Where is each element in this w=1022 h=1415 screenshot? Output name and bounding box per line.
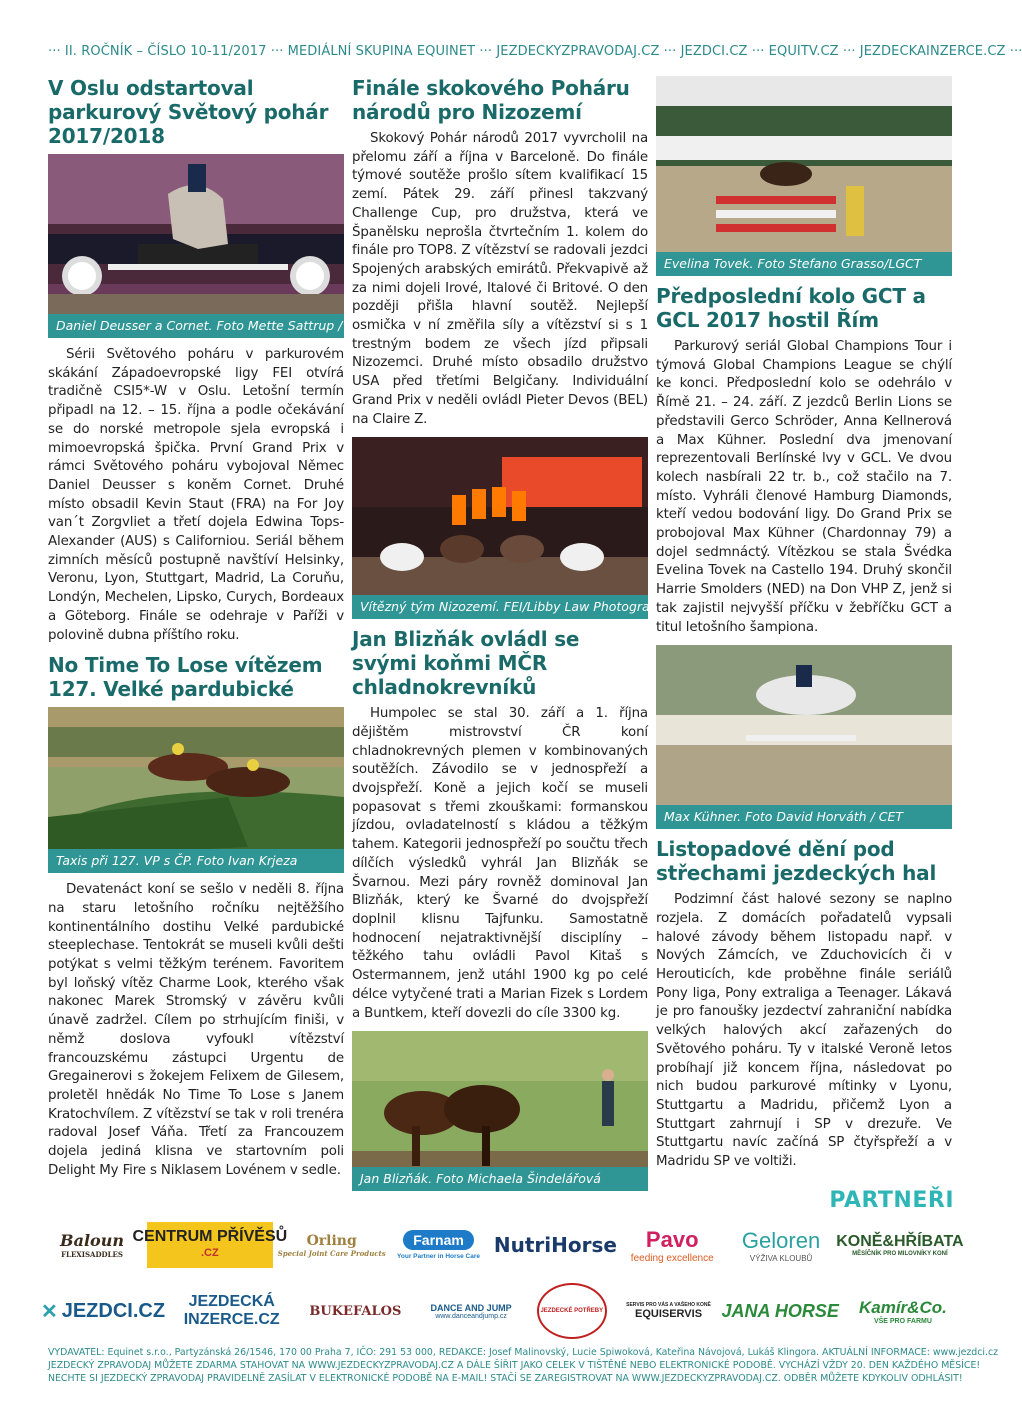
partner-logo[interactable]: JEZDECKÁ INZERCE.CZ (183, 1293, 280, 1328)
photo-indoor (656, 645, 952, 829)
photo-caption: Vítězný tým Nizozemí. FEI/Libby Law Photography (352, 595, 648, 619)
partner-logo[interactable]: KONĚ&HŘÍBATA MĚSÍČNÍK PRO MILOVNÍKY KONÍ (836, 1233, 964, 1257)
team-podium-photo (352, 437, 648, 619)
partners-title: PARTNEŘI (829, 1188, 954, 1213)
article-body-indoor: Podzimní část halové sezony se naplno rozjela. Z domácích pořadatelů vypsali halové závody během listopadu např. v Nových Zámcích, ve Zduchovicích či v Herouticích, kde proběhne finále seriálů Pony liga, Pony extraliga a Teenager. Lákavá je pro fanoušky jezdectví zahraniční nabídka velkých halových akcí zařazených do Světového poháru. Ty v italské Veroně letos probíhají již koncem října, následovat po nich budou parkurové mítinky v Lyonu, Stuttgartu a Madridu, přičemž Lyon a Stuttgart zahrnují i SP v drezuře. Ve Stuttgartu navíc začíná SP čtyřspřeží a v Madridu SP ve voltiži. (656, 892, 952, 1170)
photo-pardubice (48, 707, 344, 873)
partner-logo[interactable]: Farnam Your Partner in Horse Care (397, 1232, 481, 1260)
column-middle (352, 76, 673, 1199)
article-title-coldblood: Jan Blizňák ovládl se svými koňmi MČR chladnokrevníků (352, 627, 580, 700)
article-body-coldblood: Humpolec se stal 30. září a 1. října dějištěm mistrovství ČR koní chladnokrevných plemen v kombinovaných soutěžích. Závodilo se v jednospřeží a dvojspřeží. Koně a jejich kočí se museli popasovat s třemi zkouškami: formanskou jízdou, ovladatelností s kládou a těžkým tahem. Kategorii jednospřeží po součtu třech dílčích výsledků vyhrál Jan Blizňák se Švarnou. Mezi páry rovněž dominoval Jan Blizňák, který ke Švarné do dvojspřeží doplnil klisnu Tajfunku. Samostatně hodnocení nejatraktivnější disciplíny – těžkého tahu ovládli Pavol Kitaš s Ostermannem, jenž utáhl 1900 kg po celé délce vytyčené trati a Marian Fizek s Lordem a Buntkem, kteří dovezli do cíle 3300 kg. (352, 706, 648, 1021)
partner-logo[interactable]: NutriHorse (493, 1233, 617, 1257)
article-body-oslo: Sérii Světového poháru v parkurovém skákání Západoevropské ligy FEI otvírá tradičně CSI5*-W v Oslu. Letošní termín připadl na 12. – 15. října a podle očekávání se do norské metropole sjela evropská i mimoevropská špička. První Grand Prix v rámci Světového poháru vybojoval Němec Daniel Deusser s koněm Cornet. Druhé místo obsadil Kevin Staut (FRA) na For Joy van´t Zorgvliet a třetí dojela Edwina Tops-Alexander (AUS) s Californiou. Seriál během zimních měsíců postupně navštíví Helsinky, Veronu, Lyon, Stuttgart, Madrid, La Coruňu, Londýn, Mechelen, Lipsko, Curych, Bordeaux a Göteborg. Finále se odehraje v Paříži v polovině dubna příštího roku. (48, 347, 344, 643)
showjump-rider-photo (656, 645, 952, 829)
partners-row-2 (40, 1282, 958, 1340)
column-left (48, 76, 366, 1189)
footer-line-publisher: VYDAVATEL: Equinet s.r.o., Partyzánská 26/1546, 170 00 Praha 7, IČO: 291 53 000, REDAKCE: Josef Malinovský, Lucie Spiwoková, Kateřina Návojová, Lukáš Klingora. AKTUÁLNÍ INFORMACE: www.jezdci.cz (48, 1347, 999, 1358)
partner-logo[interactable]: ✕ JEZDCI.CZ (40, 1299, 166, 1323)
photo-gct (656, 76, 952, 276)
photo-oslo (48, 154, 366, 338)
rome-arena-photo (656, 76, 952, 276)
photo-caption: Jan Blizňák. Foto Michaela Šindelářová (352, 1167, 648, 1191)
partner-logo[interactable]: SERVIS PRO VÁS A VAŠEHO KONĚ EQUISERVIS (626, 1302, 711, 1320)
article-title-oslo: V Oslu odstartoval parkurový Světový pohár 2017/2018 (48, 76, 329, 148)
column-right (656, 76, 952, 1180)
photo-caption: Max Kühner. Foto David Horváth / CET (656, 805, 952, 829)
photo-nations (352, 437, 673, 619)
partner-logo[interactable]: JEZDECKÉ POTŘEBY (537, 1283, 607, 1339)
showjumping-photo (48, 154, 344, 338)
partner-logo[interactable]: BUKEFALOS (309, 1303, 402, 1319)
issue-header: ··· II. ROČNÍK – ČÍSLO 10-11/2017 ··· MEDIÁLNÍ SKUPINA EQUINET ··· JEZDECKYZPRAVODAJ.CZ ··· JEZDCI.CZ ··· EQUITV.CZ ··· JEZDECKAINZERCE.CZ ··· (48, 44, 1022, 59)
partner-logo[interactable]: CENTRUM PŘÍVĚSŮ .CZ (147, 1222, 273, 1268)
partner-logo[interactable]: JANA HORSE (721, 1300, 839, 1321)
article-title-pardubice: No Time To Lose vítězem 127. Velké pardubické (48, 653, 323, 702)
photo-coldblood (352, 1031, 648, 1191)
partner-logo[interactable]: Baloun FLEXISADDLES (60, 1231, 124, 1259)
partner-logo[interactable]: Orling Special Joint Care Products (277, 1232, 386, 1258)
article-title-indoor: Listopadové dění pod střechami jezdeckých hal (656, 837, 937, 886)
partners-row-1 (48, 1212, 964, 1278)
partner-logo[interactable]: DANCE AND JUMP www.danceandjump.cz (430, 1302, 512, 1320)
photo-caption: Daniel Deusser a Cornet. Foto Mette Sattrup / FEI (48, 314, 344, 338)
article-body-nations: Skokový Pohár národů 2017 vyvrcholil na přelomu září a října v Barceloně. Do finále týmové soutěže prošlo sítem kvalifikací 15 zemí. Pátek 29. září přinesl takzvaný Challenge Cup, pro družstva, která ve Španělsku neprošla čtvrtečním 1. kolem do finále pro TOP8. Z vítězství se radovali jezdci Spojených arabských emirátů. Překvapivě až za nimi dojeli Irové, Italové či Britové. O den později přišla hlavní soutěž. Nejlepší osmička v ní změřila síly a vítězství si s 1 trestným bodem ze všech jízd připsali Nizozemci. Druhé místo obsadilo družstvo USA před třetími Belgičany. Individuální Grand Prix v neděli ovládl Pieter Devos (BEL) na Claire Z. (352, 131, 648, 427)
photo-caption: Evelina Tovek. Foto Stefano Grasso/LGCT (656, 252, 952, 276)
footer-line-download: JEZDECKÝ ZPRAVODAJ MŮŽETE ZDARMA STAHOVAT NA WWW.JEZDECKYZPRAVODAJ.CZ A DÁLE ŠÍŘIT JAKO CELEK V TIŠTĚNÉ NEBO ELEKTRONICKÉ PODOBĚ. VYCHÁZÍ VŽDY 20. DEN KAŽDÉHO MĚSÍCE! (48, 1360, 981, 1371)
partner-logo[interactable]: Pavo feeding excellence (630, 1226, 714, 1264)
footer-line-subscribe: NECHTE SI JEZDECKÝ ZPRAVODAJ PRAVIDELNĚ ZASÍLAT V ELEKTRONICKÉ PODOBĚ NA E-MAIL! STAČÍ SE ZAREGISTROVAT NA WWW.JEZDECKYZPRAVODAJ.CZ. ODBĚR MŮŽETE KDYKOLIV ODHLÁSIT! (48, 1373, 963, 1384)
photo-caption: Taxis při 127. VP s ČP. Foto Ivan Krjeza (48, 849, 344, 873)
article-title-nations: Finále skokového Poháru národů pro Nizozemí (352, 76, 630, 124)
footer-imprint (48, 1346, 999, 1385)
partner-logo[interactable]: Geloren VÝŽIVA KLOUBŮ (741, 1227, 821, 1263)
article-body-pardubice: Devatenáct koní se sešlo v neděli 8. října na staru letošního ročníku nejtěžšího kontinentálního dostihu Velké pardubické steeplechase. Tentokrát se museli kvůli dešti potýkat s velmi těžkým terénem. Favoritem byl loňský vítěz Charme Look, kterého však nakonec Marek Stromský v závěru kvůli únavě zadržel. Cílem po strhujícím finiši, v němž doslova vyfoukl vítězství francouzskému zástupci Urgentu de Gregainerovi s žokejem Felixem de Gilesem, proletěl hnědák No Time To Lose s Janem Kratochvílem. Z vítězství se tak v roli trenéra radoval Josef Váňa. Třetí za Francouzem dojela jediná klisna ve startovním poli Delight My Fire s Niklasem Lovénem v sedle. (48, 882, 344, 1178)
partner-logo[interactable]: Kamír&Co. VŠE PRO FARMU (858, 1297, 947, 1325)
article-body-gct: Parkurový seriál Global Champions Tour i týmová Global Champions League se chýlí ke konci. Předposlední kolo se odehrálo v Římě 21. – 24. září. Z jezdců Berlin Lions se představili Gerco Schröder, Anna Kellnerová a Max Kühner. Poslední dva jmenovaní reprezentovali Berlínské lvy v GCL. Ve dvou kolech nasbírali 22 tr. b., což stačilo na 7. místo. Vyhráli členové Hamburg Diamonds, kteří vedou bodování ligy. Do Grand Prix se probojoval Max Kühner (Chardonnay 79) a dojel sedmnáctý. Vítězkou se stala Švédka Evelina Tovek na Castello 194. Druhý skončil Harrie Smolders (NED) na Don VHP Z, jenž si tak zajistil nejvyšší příčku v žebříčku GCT a titul letošního šampiona. (656, 339, 952, 635)
article-title-gct: Předposlední kolo GCT a GCL 2017 hostil Řím (656, 284, 926, 332)
